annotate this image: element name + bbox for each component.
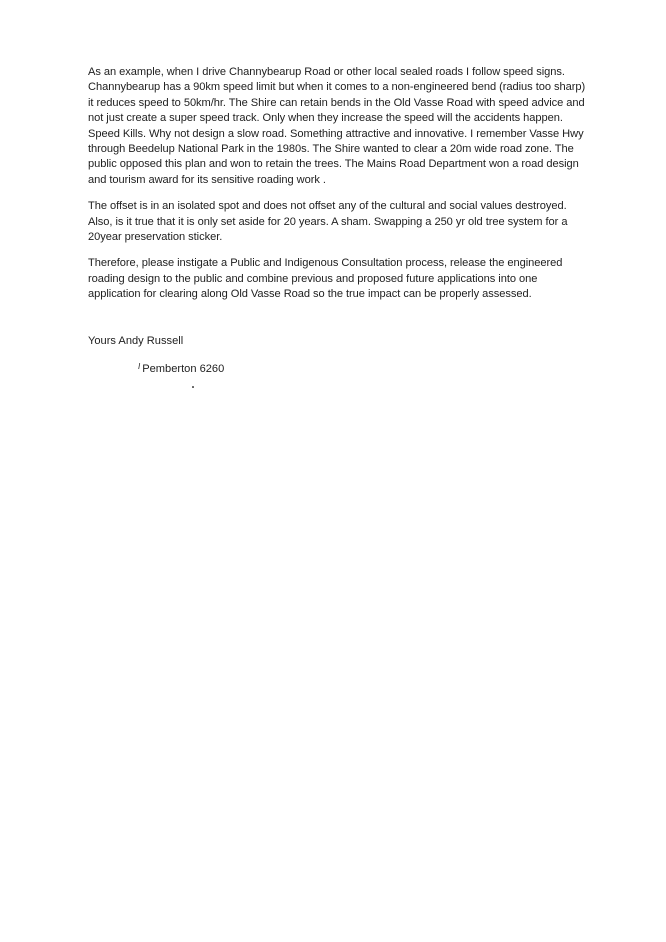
letter-body [88,65,588,314]
address-text: Pemberton 6260 [142,363,225,375]
paragraph-offset: The offset is in an isolated spot and does not offset any of the cultural and social values destroyed. Also, is it true that it is only set aside for 20 years. A sham. Swapping a 250 yr old tree system for a 20year preservation sticker. [88,200,568,244]
signoff: Yours Andy Russell [88,335,184,347]
sender-address [138,359,224,377]
paragraph-speed-example: As an example, when I drive Channybearup Road or other local sealed roads I follow speed signs. Channybearup has a 90km speed limit but when it comes to a non-engineered bend (radius too sharp) it reduces speed to 50km/hr. The Shire can retain bends in the Old Vasse Road with speed advice and not just create a super speed track. Only when they increase the speed will the accidents happen. Speed Kills. Why not design a slow road. Something attractive and innovative. I remember Vasse Hwy through Beedelup National Park in the 1980s. The Shire wanted to clear a 20m wide road zone. The public opposed this plan and won to retain the trees. The Mains Road Department won a road design and tourism award for its sensitive roading work . [88,66,586,186]
address-mark: I [138,362,141,371]
paragraph-request: Therefore, please instigate a Public and Indigenous Consultation process, release the engineered roading design to the public and combine previous and proposed future applications into one application for clearing along Old Vasse Road so the true impact can be properly assessed. [88,257,563,301]
scan-speck [192,386,194,388]
